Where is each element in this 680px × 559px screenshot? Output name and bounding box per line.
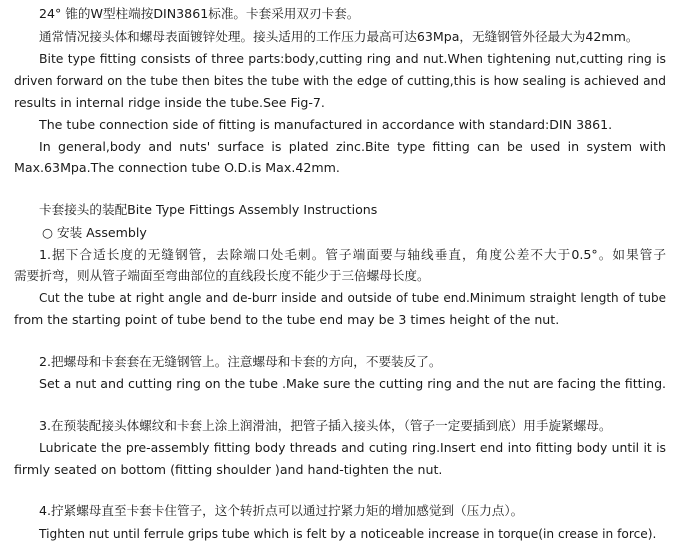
text-line: results in internal ridge inside the tube.See Fig-7. [14, 95, 325, 110]
text-line: driven forward on the tube then bites the tube with the edge of cutting,this is how sealing is achieved and [14, 74, 666, 88]
text-line: 通常情况接头体和螺母表面镀锌处理。接头适用的工作压力最高可达63Mpa，无缝钢管外径最大为42mm。 [39, 29, 639, 44]
section-title: 卡套接头的装配Bite Type Fittings Assembly Instructions [39, 202, 378, 217]
text-line: The tube connection side of fitting is manufactured in accordance with standard:DIN 3861. [39, 117, 613, 132]
text-line: firmly seated on bottom (fitting shoulder )and hand-tighten the nut. [14, 462, 443, 477]
text-line: from the starting point of tube bend to the tube end may be 3 times height of the nut. [14, 312, 560, 327]
text-line: 需要折弯，则从管子端面至弯曲部位的直线段长度不能少于三倍螺母长度。 [14, 268, 430, 283]
text-line: 24° 锥的W型柱端按DIN3861标准。卡套采用双刃卡套。 [39, 6, 360, 21]
text-line: Set a nut and cutting ring on the tube .Make sure the cutting ring and the nut are facing the fitting. [39, 376, 667, 391]
step-title: 2.把螺母和卡套套在无缝钢管上。注意螺母和卡套的方向，不要装反了。 [39, 354, 442, 369]
text-line: In general,body and nuts' surface is plated zinc.Bite type fitting can be used in system with [39, 139, 666, 154]
text-line: Tighten nut until ferrule grips tube which is felt by a noticeable increase in torque(in crease in force). [39, 527, 657, 541]
text-line: 1.据下合适长度的无缝钢管，去除端口处毛刺。管子端面要与轴线垂直，角度公差不大于0.5°。如果管子 [39, 247, 666, 262]
text-line: Lubricate the pre-assembly fitting body threads and cuting ring.Insert end into fitting body until it is [39, 440, 666, 455]
subsection-title: ○ 安装 Assembly [42, 225, 147, 240]
text-line: Max.63Mpa.The connection tube O.D.is Max.42mm. [14, 160, 340, 175]
step-title: 4.拧紧螺母直至卡套卡住管子，这个转折点可以通过拧紧力矩的增加感觉到（压力点）。 [39, 503, 524, 518]
step-title: 3.在预装配接头体螺纹和卡套上涂上润滑油，把管子插入接头体，（管子一定要插到底）用手旋紧螺母。 [39, 418, 612, 433]
text-line: Bite type fitting consists of three parts:body,cutting ring and nut.When tightening nut,cutting ring is [39, 51, 666, 66]
text-line: Cut the tube at right angle and de-burr inside and outside of tube end.Minimum straight length of tube [39, 291, 666, 305]
